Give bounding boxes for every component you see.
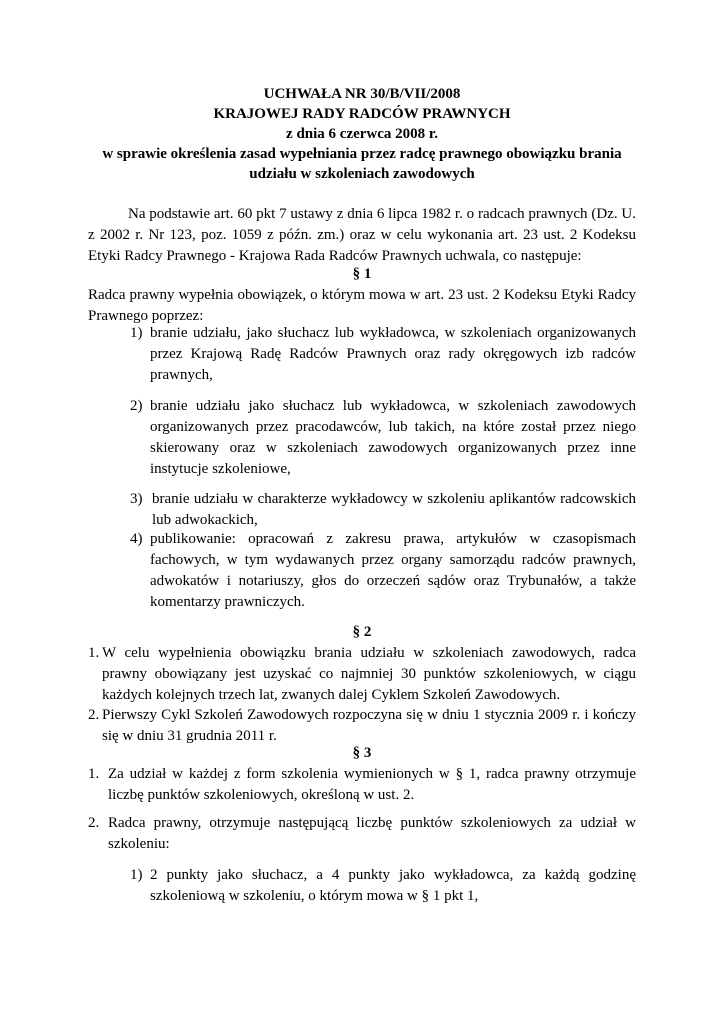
item-number: 4) bbox=[130, 531, 143, 547]
item-number: 1. bbox=[88, 645, 100, 661]
item-text: branie udziału jako słuchacz lub wykładowca, w szkoleniach zawodowych organizowanych przez pracodawców, lub takich, na które został przez niego skierowany oraz w szkoleniach zawodowych organizowanych przez inne instytucje szkoleniowe, bbox=[150, 398, 636, 477]
section-1-intro: Radca prawny wypełnia obowiązek, o którym mowa w art. 23 ust. 2 Kodeksu Etyki Radcy Prawnego poprzez: bbox=[88, 287, 636, 324]
item-number: 1. bbox=[88, 766, 100, 782]
item-text: publikowanie: opracowań z zakresu prawa, artykułów w czasopismach fachowych, w tym wydawanych przez organy samorządu radców prawnych, adwokatów i notariuszy, głos do orzeczeń sądów oraz Trybunałów, a także komentarzy prawniczych. bbox=[150, 531, 636, 610]
item-text: Radca prawny, otrzymuje następującą liczbę punktów szkoleniowych za udział w szkoleniu: bbox=[108, 815, 636, 852]
item-number: 1) bbox=[130, 867, 143, 883]
item-number: 2. bbox=[88, 815, 100, 831]
title-line-subject: w sprawie określenia zasad wypełniania przez radcę prawnego obowiązku brania bbox=[102, 146, 622, 162]
item-text: Za udział w każdej z form szkolenia wymienionych w § 1, radca prawny otrzymuje liczbę punktów szkoleniowych, określoną w ust. 2. bbox=[108, 766, 636, 803]
preamble: Na podstawie art. 60 pkt 7 ustawy z dnia 6 lipca 1982 r. o radcach prawnych (Dz. U. z 2002 r. Nr 123, poz. 1059 z późn. zm.) oraz w celu wykonania art. 23 ust. 2 Kodeksu Etyki Radcy Prawnego - Krajowa Rada Radców Prawnych uchwala, co następuje: bbox=[88, 206, 636, 264]
item-text: Pierwszy Cykl Szkoleń Zawodowych rozpoczyna się w dniu 1 stycznia 2009 r. i kończy się w dniu 31 grudnia 2011 r. bbox=[102, 707, 636, 744]
item-text: 2 punkty jako słuchacz, a 4 punkty jako wykładowca, za każdą godzinę szkoleniową w szkoleniu, o którym mowa w § 1 pkt 1, bbox=[150, 867, 636, 904]
item-number: 2) bbox=[130, 398, 143, 414]
item-number: 3) bbox=[130, 491, 143, 507]
item-text: W celu wypełnienia obowiązku brania udziału w szkoleniach zawodowych, radca prawny obowiązany jest uzyskać co najmniej 30 punktów szkoleniowych, w ciągu każdych kolejnych trzech lat, zwanych dalej Cyklem Szkoleń Zawodowych. bbox=[102, 645, 636, 703]
item-number: 1) bbox=[130, 325, 143, 341]
item-text: branie udziału w charakterze wykładowcy w szkoleniu aplikantów radcowskich lub adwokackich, bbox=[152, 491, 636, 528]
title-line-date: z dnia 6 czerwca 2008 r. bbox=[286, 126, 438, 142]
item-text: branie udziału, jako słuchacz lub wykładowca, w szkoleniach organizowanych przez Krajową Radę Radców Prawnych oraz rady okręgowych izb radców prawnych, bbox=[150, 325, 636, 383]
item-number: 2. bbox=[88, 707, 100, 723]
document-title bbox=[90, 84, 634, 184]
title-line-subject-cont: udziału w szkoleniach zawodowych bbox=[249, 166, 475, 182]
section-2-heading: § 2 bbox=[352, 624, 372, 640]
section-1-heading: § 1 bbox=[352, 266, 372, 282]
title-line-council: KRAJOWEJ RADY RADCÓW PRAWNYCH bbox=[213, 106, 511, 122]
section-3-heading: § 3 bbox=[352, 745, 372, 761]
title-line-resolution-number: UCHWAŁA NR 30/B/VII/2008 bbox=[263, 86, 461, 102]
